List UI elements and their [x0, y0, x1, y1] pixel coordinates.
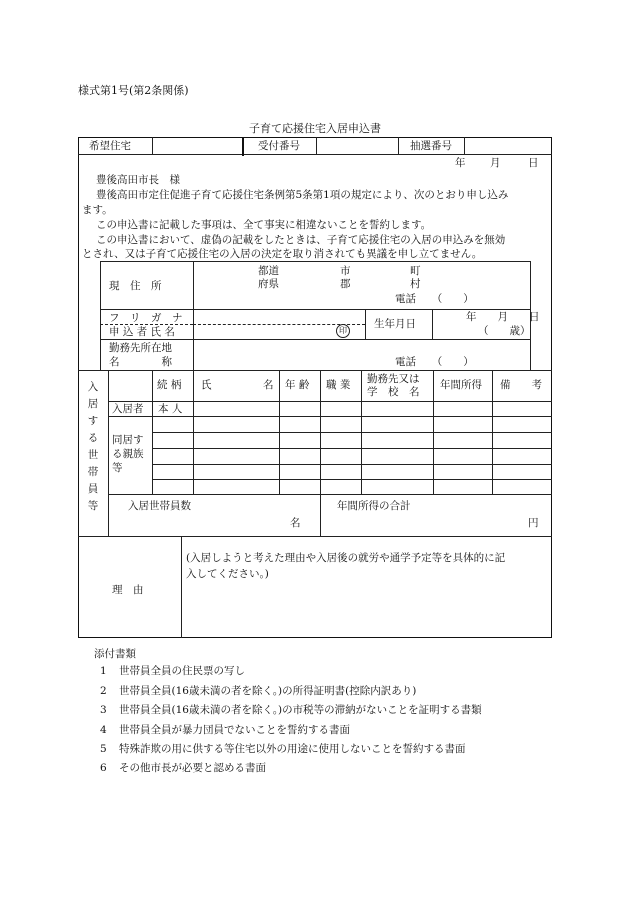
statement-line: この申込書において、虚偽の記載をしたときは、子育て応援住宅の入居の申込みを無効: [96, 234, 506, 246]
self-label: 本 人: [158, 403, 183, 415]
reception-number-label: 受付番号: [258, 140, 300, 152]
col-relationship: 続 柄: [157, 379, 182, 391]
attachment-text: 世帯員全員の住民票の写し: [119, 665, 245, 677]
household-count-unit: 名: [290, 517, 301, 529]
form-code: 様式第1号(第2条関係): [78, 84, 189, 97]
reason-instruction: (入居しようと考えた理由や入居後の就労や通学予定等を具体的に記: [186, 552, 506, 564]
workplace-field[interactable]: [194, 340, 529, 369]
address-field[interactable]: [194, 262, 529, 308]
desired-house-field[interactable]: [153, 138, 241, 154]
birthdate-value: 年 月 日: [466, 311, 540, 323]
col-workplace: 勤務先又は: [367, 373, 420, 385]
statement-line: 豊後高田市定住促進子育て応援住宅条例第5条第1項の規定により、次のとおり申し込み: [96, 189, 509, 201]
age-value: （ 歳）: [478, 325, 531, 337]
col-remarks: 備 考: [500, 379, 542, 391]
reception-number-field[interactable]: [317, 138, 397, 154]
lottery-number-field[interactable]: [465, 138, 551, 154]
attachment-text: 世帯員全員(16歳未満の者を除く。)の所得証明書(控除内訳あり): [119, 685, 417, 697]
header-divider: [242, 137, 244, 156]
applicant-box-left: [100, 261, 101, 370]
household-count-label: 入居世帯員数: [128, 500, 191, 512]
household-entries-area[interactable]: [153, 417, 551, 493]
attachment-number: 1: [100, 665, 107, 677]
furigana-label: フ リ ガ ナ: [109, 312, 183, 324]
reason-label: 理 由: [112, 584, 144, 596]
desired-house-label: 希望住宅: [89, 140, 131, 152]
attachment-item: [100, 683, 416, 698]
date-month: 月: [490, 157, 501, 169]
city-text: 市: [340, 265, 351, 277]
cohabiting-relatives-label: 同居する親族等: [112, 434, 144, 474]
attachment-text: その他市長が必要と認める書面: [119, 762, 266, 774]
reason-instruction: 入してください。): [186, 568, 269, 580]
household-table-top: [78, 370, 552, 371]
attachment-number: 5: [100, 743, 107, 755]
col-income: 年間所得: [440, 379, 482, 391]
attachment-text: 特殊詐欺の用に供する等住宅以外の用途に使用しないことを誓約する書面: [119, 743, 466, 755]
document-title: 子育て応援住宅入居申込書: [249, 122, 381, 135]
attachment-text: 世帯員全員が暴力団員でないことを誓約する書面: [119, 724, 350, 736]
total-income-field[interactable]: [321, 495, 551, 535]
applicant-name-label: 申 込 者 氏 名: [109, 326, 175, 338]
header-divider: [398, 137, 399, 154]
col-given-name: 名: [263, 379, 274, 391]
workplace-address-label: 勤務先所在地: [109, 342, 172, 354]
seal-mark: 印: [336, 324, 350, 338]
total-income-label: 年間所得の合計: [337, 500, 411, 512]
workplace-name-label: 名 称: [109, 356, 172, 368]
attachment-item: [100, 741, 466, 756]
household-table-bottom: [78, 536, 552, 537]
attachment-number: 3: [100, 704, 107, 716]
attachment-number: 4: [100, 724, 107, 736]
village-text: 村: [410, 278, 421, 290]
lottery-number-label: 抽選番号: [410, 140, 452, 152]
birthdate-field[interactable]: [433, 310, 529, 338]
attachment-number: 2: [100, 685, 107, 697]
address-phone: 電話 （ ）: [395, 293, 474, 305]
attachment-item: [100, 663, 245, 678]
birthdate-label: 生年月日: [374, 318, 416, 330]
statement-line: この申込書に記載した事項は、全て事実に相違ないことを誓約します。: [96, 219, 432, 231]
address-label: 現 住 所: [109, 280, 162, 292]
attachments-title: 添付書類: [94, 648, 136, 660]
attachment-number: 6: [100, 762, 107, 774]
col-surname: 氏: [201, 379, 212, 391]
col-occupation: 職 業: [326, 379, 351, 391]
prefecture-text: 府県: [258, 278, 279, 290]
prefecture-text: 都道: [258, 265, 279, 277]
header-row-bottom-line: [78, 154, 552, 155]
attachment-item: [100, 760, 266, 775]
applicant-name-field[interactable]: [194, 325, 334, 338]
date-year: 年: [455, 157, 466, 169]
attachment-item: [100, 702, 482, 717]
birth-divider: [365, 309, 366, 339]
statement-line: ます。: [82, 204, 113, 216]
household-count-field[interactable]: [109, 495, 319, 535]
attachment-text: 世帯員全員(16歳未満の者を除く。)の市税等の滞納がないことを証明する書類: [119, 704, 482, 716]
col-age: 年 齢: [285, 379, 310, 391]
town-text: 町: [410, 265, 421, 277]
resident-label: 入居者: [112, 403, 144, 415]
household-side-label: 入居する世帯員等: [87, 381, 99, 512]
household-row-line: [108, 401, 552, 402]
date-day: 日: [528, 157, 539, 169]
col-school: 学 校 名: [367, 386, 420, 398]
furigana-divider: [100, 324, 193, 325]
statement-line: とされ、又は子育て応援住宅の入居の決定を取り消されても異議を申し立てません。: [82, 248, 483, 260]
reason-field[interactable]: [182, 584, 551, 637]
furigana-field[interactable]: [194, 310, 364, 323]
attachment-item: [100, 722, 350, 737]
total-income-unit: 円: [528, 517, 539, 529]
workplace-phone: 電話 （ ）: [395, 356, 474, 368]
addressee: 豊後高田市長 様: [96, 174, 180, 186]
district-text: 郡: [340, 278, 351, 290]
